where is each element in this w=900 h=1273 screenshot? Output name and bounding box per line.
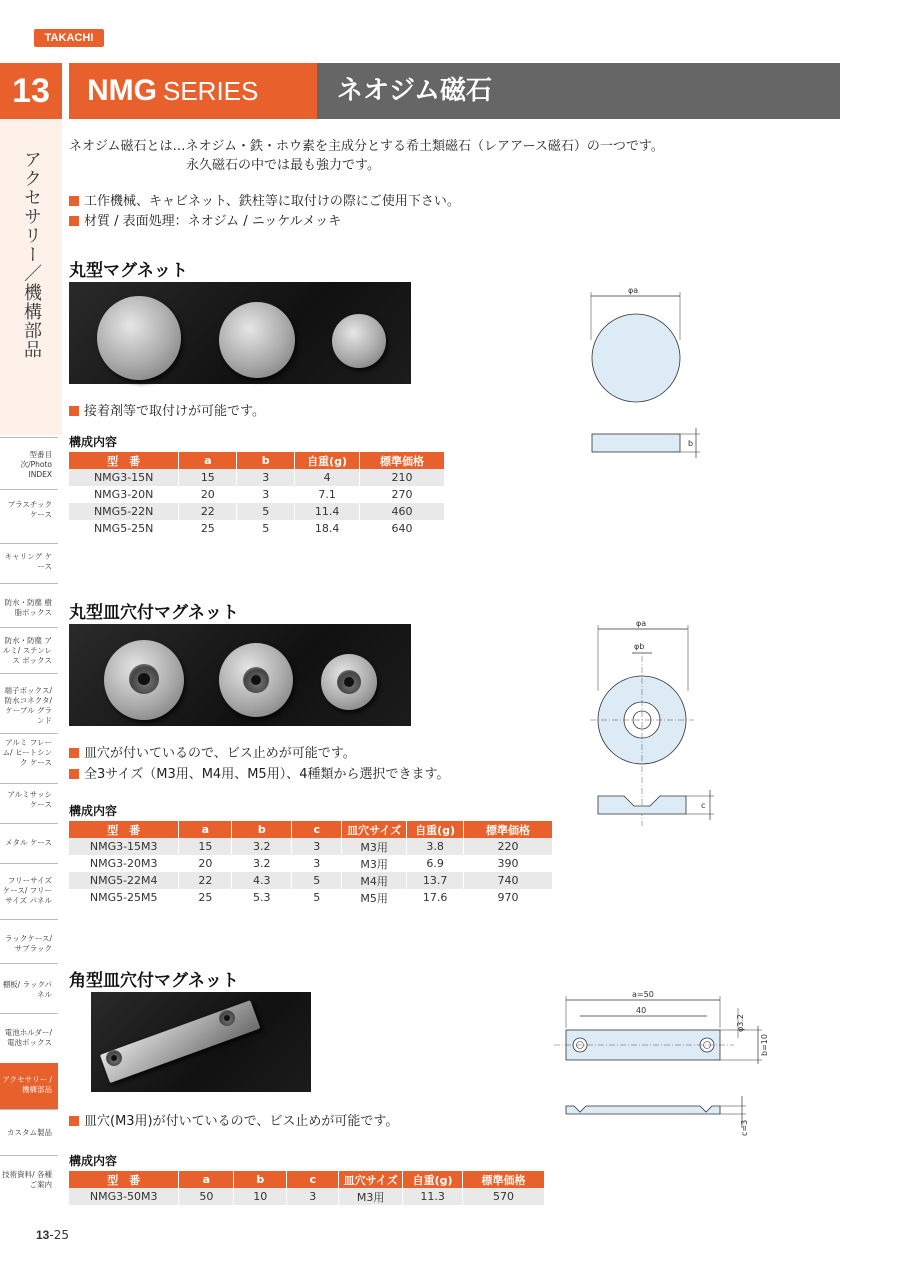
note-item: 全3サイズ（M3用、M4用、M5用）、4種類から選択できます。 [69, 763, 449, 782]
table-row: NMG5-22N 22 5 11.4 460 [69, 503, 445, 520]
dim-label: φa [636, 619, 647, 628]
table-caption: 構成内容 [69, 1154, 118, 1168]
nav-item[interactable]: メタル ケース [0, 823, 58, 863]
section-title: 角型皿穴付マグネット [69, 971, 239, 991]
product-name: ネオジム磁石 [317, 63, 840, 119]
table-row: NMG5-22M4 22 4.3 5 M4用 13.7 740 [69, 872, 553, 889]
rectangular-magnet-photo [91, 992, 311, 1092]
table-caption: 構成内容 [69, 435, 118, 449]
nav-item[interactable]: 技術資料/ 各種ご案内 [0, 1155, 58, 1205]
series-light: SERIES [163, 76, 259, 106]
spec-table-round: 型 番 a b 自重(g) 標準価格 NMG3-15N 15 3 4 210 NMG3-20N 20 3 7.1 270 NMG5-22N 22 5 11.4 460 NMG5-25N 25 5 18.4 640 [69, 452, 445, 537]
bullet-square-icon [69, 769, 79, 779]
note-item: 接着剤等で取付けが可能です。 [69, 400, 265, 419]
bullet-square-icon [69, 196, 79, 206]
nav-item[interactable]: 端子ボックス/ 防水コネクタ/ ケーブル グランド [0, 673, 58, 733]
nav-item[interactable]: 防水・防塵 アルミ/ ステンレス ボックス [0, 627, 58, 673]
dim-label: φ3.2 [736, 1014, 745, 1032]
section-title: 丸型マグネット [69, 261, 188, 281]
dim-label: c [701, 801, 706, 810]
table-caption: 構成内容 [69, 804, 118, 818]
countersunk-round-diagram [580, 616, 730, 826]
bullet-square-icon [69, 748, 79, 758]
page-number: 13-25 [36, 1228, 69, 1242]
nav-item[interactable]: プラスチック ケース [0, 489, 58, 543]
table-row: NMG3-15M3 15 3.2 3 M3用 3.8 220 [69, 838, 553, 855]
nav-item[interactable]: 型番目次/Photo INDEX [0, 437, 58, 489]
bullet-square-icon [69, 216, 79, 226]
nav-item-active[interactable]: アクセサリー /機構部品 [0, 1063, 58, 1109]
nav-item[interactable]: カスタム製品 [0, 1109, 58, 1155]
nav-item[interactable]: アルミサッシ ケース [0, 783, 58, 823]
nav-item[interactable]: 電池ホルダー/ 電池ボックス [0, 1013, 58, 1063]
dim-label: b=10 [760, 1034, 769, 1056]
table-row: NMG3-20N 20 3 7.1 270 [69, 486, 445, 503]
bullet-square-icon [69, 1116, 79, 1126]
dim-label: b [688, 439, 694, 448]
countersunk-round-magnet-photo [69, 624, 411, 726]
section-title: 丸型皿穴付マグネット [69, 603, 239, 623]
chapter-side-title: アクセサリー／機構部品 [21, 150, 42, 359]
bullet-item: 材質 / 表面処理：ネオジム / ニッケルメッキ [69, 210, 341, 229]
nav-item[interactable]: アルミ フレーム/ ヒートシンク ケース [0, 733, 58, 783]
table-row: NMG3-15N 15 3 4 210 [69, 469, 445, 486]
table-row: NMG5-25N 25 5 18.4 640 [69, 520, 445, 537]
round-magnet-photo [69, 282, 411, 384]
table-row: NMG3-20M3 20 3.2 3 M3用 6.9 390 [69, 855, 553, 872]
intro-line-2: 永久磁石の中では最も強力です。 [186, 158, 380, 173]
rectangular-magnet-diagram [550, 988, 780, 1138]
dim-label: c=3 [740, 1119, 749, 1136]
table-row: NMG3-50M3 50 10 3 M3用 11.3 570 [69, 1188, 545, 1205]
round-magnet-diagram [560, 282, 720, 462]
nav-item[interactable]: 防水・防塵 樹脂ボックス [0, 583, 58, 627]
dim-label: φa [628, 286, 639, 295]
nav-item[interactable]: ラックケース/ サブラック [0, 919, 58, 963]
nav-item[interactable]: 棚板/ ラックパネル [0, 963, 58, 1013]
title-bar [69, 63, 840, 119]
bullet-item: 工作機械、キャビネット、鉄柱等に取付けの際にご使用下さい。 [69, 190, 460, 209]
chapter-number: 13 [0, 63, 62, 119]
dim-label: a=50 [632, 990, 654, 999]
note-item: 皿穴が付いているので、ビス止めが可能です。 [69, 742, 356, 761]
nav-item[interactable]: キャリング ケース [0, 543, 58, 583]
intro-line-1: ネオジム磁石とは…ネオジム・鉄・ホウ素を主成分とする希土類磁石（レアアース磁石）の一つです。 [69, 139, 664, 154]
dim-label: 40 [636, 1006, 647, 1015]
series-bold: NMG [87, 74, 157, 107]
nav-item[interactable]: フリーサイズ ケース/ フリーサイズ パネル [0, 863, 58, 919]
spec-table-rectangular: 型 番 a b c 皿穴サイズ 自重(g) 標準価格 NMG3-50M3 50 10 3 M3用 11.3 570 [69, 1171, 545, 1205]
series-title [69, 63, 317, 119]
bullet-square-icon [69, 406, 79, 416]
table-row: NMG5-25M5 25 5.3 5 M5用 17.6 970 [69, 889, 553, 906]
spec-table-countersunk-round: 型 番 a b c 皿穴サイズ 自重(g) 標準価格 NMG3-15M3 15 3.2 3 M3用 3.8 220 NMG3-20M3 20 3.2 3 M3用 6.9 390 NMG5-22M4 22 4.3 5 M4用 13.7 740 NMG5-25M5 25 5.3 5 M5用 17.6 970 [69, 821, 553, 906]
dim-label: φb [634, 642, 645, 651]
note-item: 皿穴(M3用)が付いているので、ビス止めが可能です。 [69, 1110, 398, 1129]
brand-logo: TAKACHI [34, 29, 104, 47]
